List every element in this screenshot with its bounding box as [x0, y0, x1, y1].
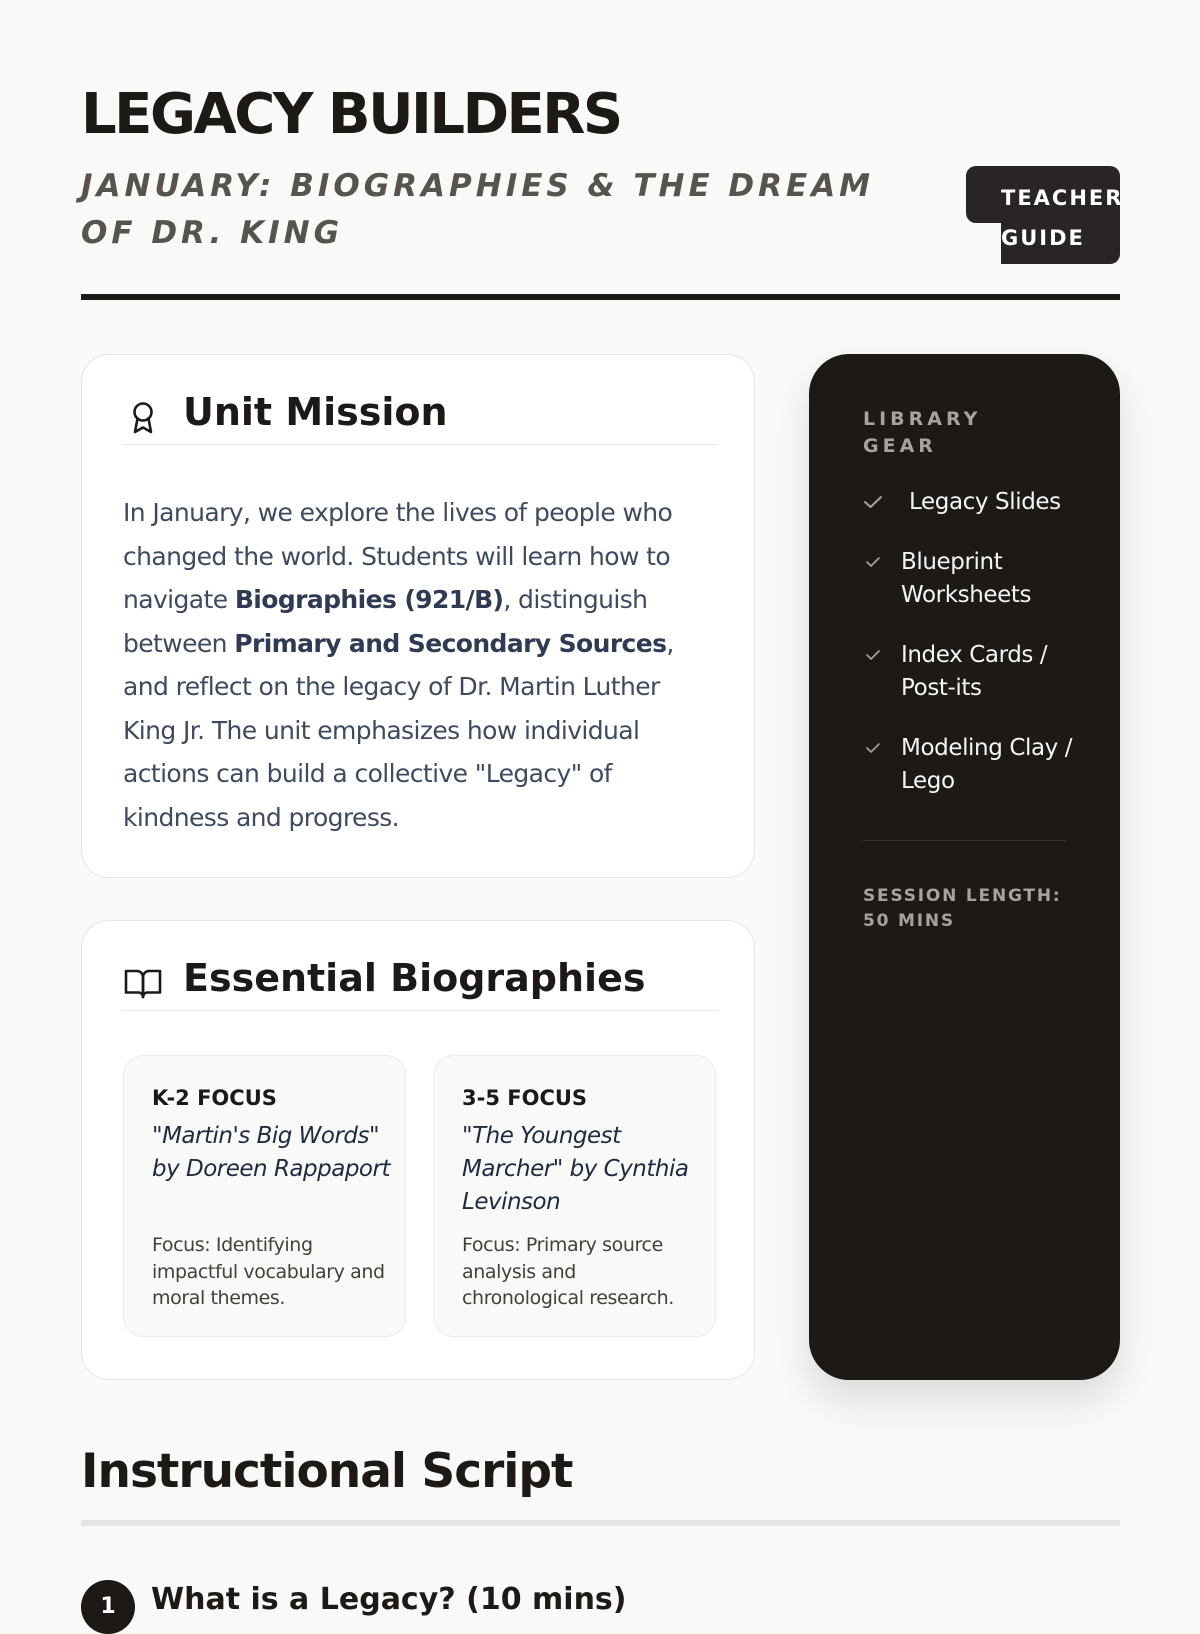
brand-title: LEGACY BUILDERS	[81, 82, 621, 147]
award-icon	[123, 397, 163, 437]
gear-item-label: Blueprint Worksheets	[901, 549, 1032, 608]
open-book-icon	[123, 963, 163, 1003]
bio-card-3-5	[433, 1055, 716, 1337]
bio-focus-text: Focus: Identifying impactful vocabulary and moral themes.	[152, 1234, 385, 1309]
mission-bold-2: Primary and Secondary Sources	[234, 628, 667, 658]
check-icon	[863, 648, 883, 662]
mission-paragraph	[123, 491, 717, 839]
gear-item	[863, 639, 1073, 705]
mission-bold-1: Biographies (921/B)	[234, 585, 504, 614]
script-section-title: Instructional Script	[81, 1444, 573, 1499]
gear-item	[863, 546, 1073, 612]
bio-book-title: "The Youngest Marcher" by Cynthia Levinson	[462, 1123, 689, 1215]
check-icon	[863, 741, 883, 755]
step-number-badge: 1	[81, 1580, 135, 1634]
gear-item	[863, 732, 1073, 798]
card-header	[123, 390, 717, 445]
gear-item-label: Modeling Clay / Lego	[901, 735, 1073, 794]
gear-item	[863, 486, 1073, 519]
card-title: Essential Biographies	[183, 956, 646, 1000]
card-title: Unit Mission	[183, 390, 448, 434]
script-divider	[81, 1520, 1120, 1526]
bio-level: K-2 FOCUS	[152, 1086, 277, 1110]
gear-item-label: Index Cards / Post-its	[901, 642, 1048, 701]
teacher-guide-badge	[966, 166, 1124, 264]
sidebar-divider	[863, 840, 1066, 841]
check-icon	[863, 555, 883, 569]
check-icon	[863, 495, 883, 509]
session-length: SESSION LENGTH: 50 MINS	[863, 886, 1062, 931]
bio-book-title: "Martin's Big Words" by Doreen Rappaport	[152, 1123, 390, 1182]
bio-focus-text: Focus: Primary source analysis and chronological research.	[462, 1234, 674, 1309]
gear-item-label: Legacy Slides	[909, 489, 1061, 515]
sidebar-title: LIBRARY GEAR	[863, 408, 982, 457]
header-divider	[81, 294, 1120, 300]
bio-card-k2	[123, 1055, 406, 1337]
mission-text-1: In January, we explore the lives of people who changed the world. Students will learn how to navigate	[123, 498, 673, 614]
unit-subtitle: JANUARY: BIOGRAPHIES & THE DREAM OF DR. KING	[81, 168, 875, 251]
library-gear-sidebar	[809, 354, 1120, 1380]
guide-page	[81, 0, 1124, 1619]
step-title: What is a Legacy? (10 mins)	[151, 1582, 627, 1617]
unit-mission-card	[81, 354, 755, 878]
bio-level: 3-5 FOCUS	[462, 1086, 588, 1110]
mission-text-3: , and reflect on the legacy of Dr. Martin Luther King Jr. The unit emphasizes how individual actions can build a collective "Legacy" of kindness and progress.	[123, 628, 674, 832]
mission-text-2: , distinguish between	[123, 585, 648, 658]
essential-biographies-card	[81, 920, 755, 1380]
gear-list	[863, 486, 1073, 825]
card-header	[123, 956, 717, 1011]
badge-label: TEACHER GUIDE	[1001, 186, 1124, 250]
